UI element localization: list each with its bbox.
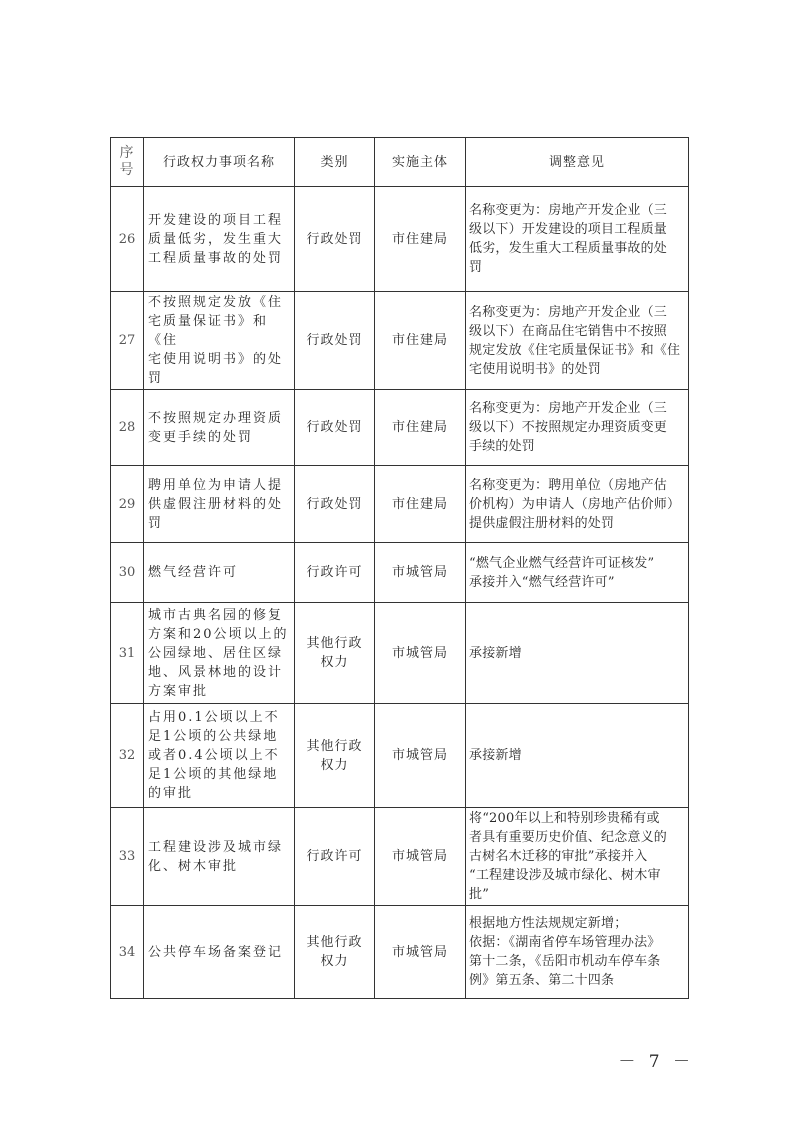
row-number: 27	[111, 292, 144, 390]
table-row	[111, 543, 689, 603]
document-page	[110, 137, 694, 1073]
table-row	[111, 292, 689, 390]
item-category: 行政处罚	[295, 187, 375, 292]
table-row	[111, 187, 689, 292]
item-name: 聘用单位为申请人提 供虚假注册材料的处 罚	[144, 466, 295, 543]
row-number: 28	[111, 390, 144, 466]
implementing-body: 市住建局	[375, 466, 466, 543]
table-row	[111, 704, 689, 808]
adjustment-opinion: 承接新增	[466, 704, 689, 808]
item-category: 行政处罚	[295, 390, 375, 466]
adjustment-opinion: 名称变更为：房地产开发企业（三 级以下）不按照规定办理资质变更 手续的处罚	[466, 390, 689, 466]
header-body: 实施主体	[375, 138, 466, 187]
implementing-body: 市城管局	[375, 808, 466, 906]
adjustment-opinion: 将“200年以上和特别珍贵稀有或 者具有重要历史价值、纪念意义的 古树名木迁移的审批”承接并入 “工程建设涉及城市绿化、树木审 批”	[466, 808, 689, 906]
adjustment-opinion: 名称变更为：房地产开发企业（三 级以下）开发建设的项目工程质量 低劣，发生重大工程质量事故的处 罚	[466, 187, 689, 292]
table-row	[111, 808, 689, 906]
item-category: 行政处罚	[295, 466, 375, 543]
table-row	[111, 390, 689, 466]
item-category: 其他行政 权力	[295, 906, 375, 999]
row-number: 31	[111, 603, 144, 704]
header-category: 类别	[295, 138, 375, 187]
table-row	[111, 466, 689, 543]
implementing-body: 市城管局	[375, 906, 466, 999]
item-category: 行政许可	[295, 808, 375, 906]
item-name: 开发建设的项目工程 质量低劣，发生重大 工程质量事故的处罚	[144, 187, 295, 292]
item-name: 城市古典名园的修复 方案和20公顷以上的 公园绿地、居住区绿 地、风景林地的设计 方案审批	[144, 603, 295, 704]
header-name: 行政权力事项名称	[144, 138, 295, 187]
row-number: 29	[111, 466, 144, 543]
item-name: 公共停车场备案登记	[144, 906, 295, 999]
implementing-body: 市住建局	[375, 292, 466, 390]
implementing-body: 市城管局	[375, 704, 466, 808]
item-name: 不按照规定办理资质 变更手续的处罚	[144, 390, 295, 466]
row-number: 34	[111, 906, 144, 999]
item-name: 工程建设涉及城市绿 化、树木审批	[144, 808, 295, 906]
item-category: 其他行政 权力	[295, 603, 375, 704]
item-name: 燃气经营许可	[144, 543, 295, 603]
row-number: 30	[111, 543, 144, 603]
adjustment-opinion: 名称变更为：房地产开发企业（三 级以下）在商品住宅销售中不按照 规定发放《住宅质量保证书》和《住 宅使用说明书》的处罚	[466, 292, 689, 390]
page-number: － 7 －	[618, 1052, 694, 1072]
row-number: 33	[111, 808, 144, 906]
table-row	[111, 603, 689, 704]
item-category: 行政许可	[295, 543, 375, 603]
power-adjustment-table	[110, 137, 689, 999]
implementing-body: 市住建局	[375, 187, 466, 292]
implementing-body: 市城管局	[375, 543, 466, 603]
row-number: 26	[111, 187, 144, 292]
adjustment-opinion: 根据地方性法规规定新增； 依据：《湖南省停车场管理办法》 第十二条，《岳阳市机动车停车条 例》第五条、第二十四条	[466, 906, 689, 999]
item-name: 占用0.1公顷以上不 足1公顷的公共绿地 或者0.4公顷以上不 足1公顷的其他绿地 的审批	[144, 704, 295, 808]
implementing-body: 市住建局	[375, 390, 466, 466]
item-name: 不按照规定发放《住 宅质量保证书》和《住 宅使用说明书》的处 罚	[144, 292, 295, 390]
item-category: 行政处罚	[295, 292, 375, 390]
adjustment-opinion: “燃气企业燃气经营许可证核发” 承接并入“燃气经营许可”	[466, 543, 689, 603]
header-no: 序 号	[111, 138, 144, 187]
header-opinion: 调整意见	[466, 138, 689, 187]
table-header-row	[111, 138, 689, 187]
table-row	[111, 906, 689, 999]
implementing-body: 市城管局	[375, 603, 466, 704]
adjustment-opinion: 承接新增	[466, 603, 689, 704]
item-category: 其他行政 权力	[295, 704, 375, 808]
adjustment-opinion: 名称变更为：聘用单位（房地产估 价机构）为申请人（房地产估价师） 提供虚假注册材料的处罚	[466, 466, 689, 543]
row-number: 32	[111, 704, 144, 808]
